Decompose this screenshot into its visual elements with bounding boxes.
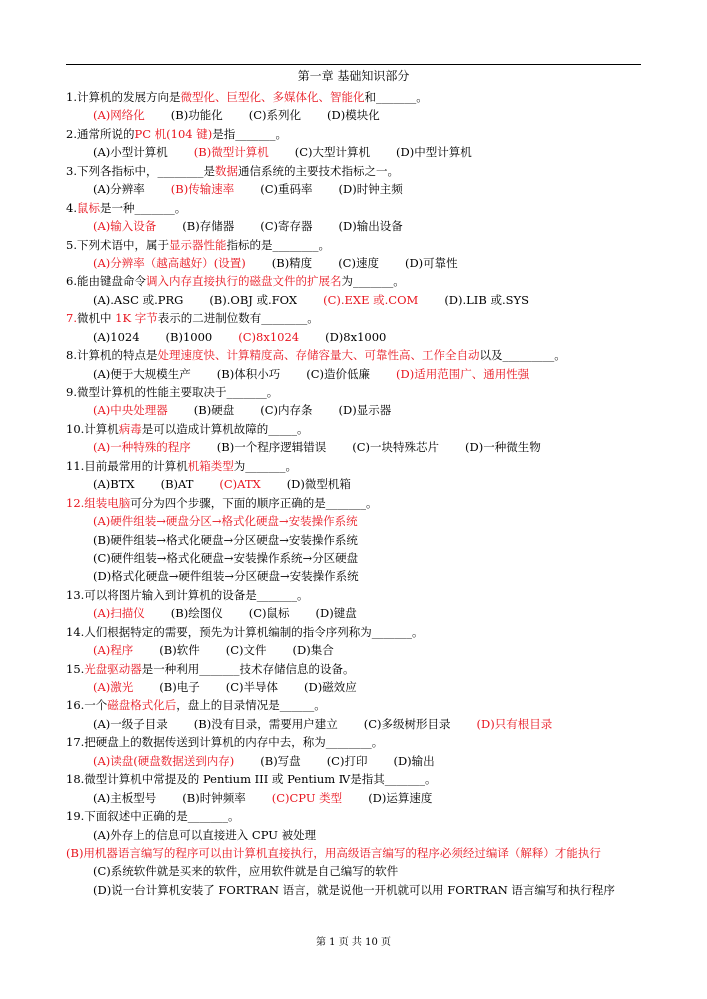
highlighted-text: 数据 xyxy=(214,163,238,178)
option-line xyxy=(66,826,646,844)
correct-option: (A)输入设备 xyxy=(93,219,157,234)
highlighted-text: 调入内存直接执行的磁盘文件的扩展名 xyxy=(145,274,342,289)
text-segment: 5.下列术语中，属于 xyxy=(66,237,169,252)
text-segment: 和_______。 xyxy=(364,90,428,104)
answer-option: (C)多级树形目录 xyxy=(363,716,451,731)
question-text xyxy=(66,623,646,641)
answer-option: (B)电子 xyxy=(159,680,200,694)
option-line xyxy=(66,881,646,899)
text-segment: 4. xyxy=(66,200,77,215)
highlighted-text: 12.组装电脑 xyxy=(66,495,131,510)
answer-option: (D)时钟主频 xyxy=(338,182,403,197)
question-text xyxy=(66,494,646,512)
text-segment: 为_______。 xyxy=(341,274,405,289)
answer-option: (B)时钟频率 xyxy=(182,790,246,805)
text-segment: (B)硬件组装→格式化硬盘→分区硬盘→安装操作系统 xyxy=(93,532,358,547)
question-list xyxy=(66,88,646,899)
text-segment: 以及_________。 xyxy=(479,348,566,363)
text-segment: 表示的二进制位数有________。 xyxy=(157,311,319,326)
question-text xyxy=(66,162,646,180)
answer-option: (D)中型计算机 xyxy=(396,145,472,160)
answer-option: (C)造价低廉 xyxy=(306,366,370,381)
text-segment: 19.下面叙述中正确的是_______。 xyxy=(66,809,240,824)
correct-option: (A)激光 xyxy=(93,680,134,694)
text-segment: 是一种利用_______技术存储信息的设备。 xyxy=(141,661,355,676)
answer-option: (C)内存条 xyxy=(260,403,313,418)
question-text xyxy=(66,457,646,475)
text-segment: 18.微型计算机中常提及的 Pentium III 或 Pentium Ⅳ是指其_______。 xyxy=(66,772,437,787)
option-line xyxy=(66,549,646,567)
text-segment: 11.目前最常用的计算机 xyxy=(66,458,188,473)
correct-option: (A)一种特殊的程序 xyxy=(93,440,191,455)
answer-option: (C)重码率 xyxy=(260,182,313,197)
text-segment: 是指_______。 xyxy=(212,126,288,141)
option-line xyxy=(66,567,646,585)
answer-options xyxy=(66,143,646,161)
answer-option: (D)显示器 xyxy=(338,403,392,418)
text-segment: 2.通常所说的 xyxy=(66,126,135,141)
answer-option: (C)文件 xyxy=(225,643,267,658)
answer-option: (D)磁效应 xyxy=(304,680,357,694)
text-segment: (C)硬件组装→格式化硬盘→安装操作系统→分区硬盘 xyxy=(93,550,359,565)
answer-options xyxy=(66,475,646,493)
correct-option: (A)扫描仪 xyxy=(93,606,145,621)
option-line xyxy=(66,512,646,530)
answer-option: (B)功能化 xyxy=(170,108,223,123)
answer-option: (A)BTX xyxy=(93,477,135,492)
highlighted-text: (B)用机器语言编写的程序可以由计算机直接执行，用高级语言编写的程序必须经过编译（解释）才能执行 xyxy=(66,845,601,860)
highlighted-text: 鼠标 xyxy=(76,200,100,215)
correct-option: (D)适用范围广、通用性强 xyxy=(396,366,530,381)
answer-options xyxy=(66,789,646,807)
answer-option: (D)集合 xyxy=(292,643,334,658)
answer-options xyxy=(66,438,646,456)
correct-option: (C)ATX xyxy=(219,477,261,492)
answer-option: (D).LIB 或.SYS xyxy=(444,292,529,307)
text-segment: 为_______。 xyxy=(233,458,298,473)
highlighted-text: 光盘驱动器 xyxy=(84,661,142,676)
answer-option: (C)大型计算机 xyxy=(294,145,370,160)
question-text xyxy=(66,383,646,401)
answer-option: (C)寄存器 xyxy=(260,219,313,234)
correct-option: (A)读盘(硬盘数据送到内存) xyxy=(93,753,235,768)
text-segment: ，盘上的目录情况是______。 xyxy=(176,698,326,713)
answer-option: (D)微型机箱 xyxy=(286,477,351,492)
text-segment: 15. xyxy=(66,661,85,676)
answer-option: (C)半导体 xyxy=(225,680,278,694)
correct-option: (A)程序 xyxy=(93,643,134,658)
question-text xyxy=(66,660,646,678)
highlighted-text: 处理速度快、计算精度高、存储容量大、可靠性高、工作全自动 xyxy=(157,348,480,363)
answer-options xyxy=(66,254,646,272)
correct-option: (C)CPU 类型 xyxy=(271,790,343,805)
text-segment: (C)系统软件就是买来的软件，应用软件就是自己编写的软件 xyxy=(93,864,399,879)
answer-options xyxy=(66,328,646,346)
question-text xyxy=(66,309,646,327)
option-line xyxy=(66,862,646,880)
answer-options xyxy=(66,401,646,419)
answer-option: (A)便于大规模生产 xyxy=(93,366,191,381)
answer-options xyxy=(66,180,646,198)
text-segment: 6.能由键盘命令 xyxy=(66,274,146,289)
question-text xyxy=(66,770,646,788)
text-segment: (D)格式化硬盘→硬件组装→分区硬盘→安装操作系统 xyxy=(93,569,359,584)
highlighted-text: 机箱类型 xyxy=(187,458,234,473)
question-text xyxy=(66,586,646,604)
answer-option: (D)键盘 xyxy=(315,606,357,621)
answer-option: (C)打印 xyxy=(326,753,368,768)
answer-options xyxy=(66,641,646,659)
answer-option: (C)鼠标 xyxy=(248,606,290,621)
answer-option: (B)绘图仪 xyxy=(170,606,223,621)
answer-option: (B)硬盘 xyxy=(193,403,235,418)
highlighted-text: PC 机(104 键) xyxy=(134,126,213,141)
question-text xyxy=(66,199,646,217)
text-segment: 17.把硬盘上的数据传送到计算机的内存中去，称为________。 xyxy=(66,735,384,750)
option-line xyxy=(66,844,646,862)
answer-option: (C)系列化 xyxy=(248,108,301,123)
question-text xyxy=(66,125,646,143)
answer-option: (B)体积小巧 xyxy=(216,366,281,381)
correct-option: (A)中央处理器 xyxy=(93,403,168,418)
highlighted-text: 病毒 xyxy=(118,421,142,436)
page-title: 第一章 基础知识部分 xyxy=(297,69,410,83)
text-segment: 是可以造成计算机故障的_____。 xyxy=(141,421,309,436)
answer-option: (A)1024 xyxy=(93,329,140,344)
question-text xyxy=(66,346,646,364)
question-text xyxy=(66,733,646,751)
text-segment: 9.微型计算机的性能主要取决于_______。 xyxy=(66,385,279,399)
question-text xyxy=(66,807,646,825)
correct-option: (C).EXE 或.COM xyxy=(323,292,419,307)
question-text xyxy=(66,236,646,254)
highlighted-text: (A)硬件组装→硬盘分区→格式化硬盘→安装操作系统 xyxy=(93,514,358,529)
answer-options xyxy=(66,217,646,235)
answer-options xyxy=(66,752,646,770)
correct-option: (A)网络化 xyxy=(93,108,145,123)
answer-options xyxy=(66,291,646,309)
question-text xyxy=(66,88,646,106)
question-text xyxy=(66,696,646,714)
answer-option: (D)一种微生物 xyxy=(465,440,541,455)
answer-option: (B)软件 xyxy=(159,643,200,658)
text-segment: 10.计算机 xyxy=(66,421,119,436)
answer-option: (A)小型计算机 xyxy=(93,145,168,160)
answer-options xyxy=(66,365,646,383)
text-segment: 13.可以将图片输入到计算机的设备是_______。 xyxy=(66,587,309,602)
answer-option: (D)模块化 xyxy=(327,108,380,123)
answer-option: (D)可靠性 xyxy=(404,255,458,270)
text-segment: 8.计算机的特点是 xyxy=(66,348,158,363)
answer-option: (D)输出设备 xyxy=(338,219,403,234)
text-segment: 可分为四个步骤，下面的顺序正确的是_______。 xyxy=(130,495,378,510)
text-segment: 微机中 xyxy=(76,311,116,326)
answer-options xyxy=(66,678,646,696)
highlighted-text: 磁盘格式化后 xyxy=(107,698,177,713)
answer-option: (B)存储器 xyxy=(182,219,235,234)
answer-option: (C)速度 xyxy=(338,255,379,270)
answer-option: (B)AT xyxy=(160,477,194,492)
answer-option: (A).ASC 或.PRG xyxy=(93,292,184,307)
question-text xyxy=(66,420,646,438)
answer-option: (D)运算速度 xyxy=(368,790,433,805)
highlighted-text: 微型化、巨型化、多媒体化、智能化 xyxy=(180,90,365,104)
answer-option: (B)精度 xyxy=(271,255,313,270)
answer-option: (B)1000 xyxy=(165,329,213,344)
page-footer: 第 1 页 共 10 页 xyxy=(316,937,391,948)
correct-option: (C)8x1024 xyxy=(238,329,300,344)
answer-option: (A)分辨率 xyxy=(93,182,145,197)
header-rule xyxy=(66,64,641,65)
correct-option: (A)分辨率（越高越好）(设置) xyxy=(93,255,246,270)
answer-option: (C)一块特殊芯片 xyxy=(352,440,439,455)
text-segment: 指标的是________。 xyxy=(226,237,330,252)
text-segment: 16.一个 xyxy=(66,698,108,713)
text-segment: 1.计算机的发展方向是 xyxy=(66,90,181,104)
highlighted-text: 1K 字节 xyxy=(115,311,158,326)
text-segment: (A)外存上的信息可以直接进入 CPU 被处理 xyxy=(93,827,317,842)
answer-options xyxy=(66,715,646,733)
answer-options xyxy=(66,106,646,124)
correct-option: (B)微型计算机 xyxy=(193,145,269,160)
correct-option: (D)只有根目录 xyxy=(476,716,553,731)
highlighted-text: 显示器性能 xyxy=(168,237,227,252)
answer-option: (A)主板型号 xyxy=(93,790,157,805)
answer-option: (B)没有目录，需要用户建立 xyxy=(193,716,338,731)
text-segment: 是一种_______。 xyxy=(99,200,187,215)
highlighted-text: 7. xyxy=(66,311,77,326)
correct-option: (B)传输速率 xyxy=(170,182,235,197)
answer-options xyxy=(66,604,646,622)
answer-option: (D)8x1000 xyxy=(325,329,387,344)
option-line xyxy=(66,531,646,549)
text-segment: (D)说一台计算机安装了 FORTRAN 语言，就是说他一开机就可以用 FORTRAN 语言编写和执行程序 xyxy=(93,882,615,897)
answer-option: (D)输出 xyxy=(393,753,435,768)
text-segment: 3.下列各指标中，________是 xyxy=(66,163,215,178)
answer-option: (B)写盘 xyxy=(260,753,301,768)
answer-option: (B)一个程序逻辑错误 xyxy=(216,440,327,455)
answer-option: (B).OBJ 或.FOX xyxy=(209,292,298,307)
answer-option: (A)一级子目录 xyxy=(93,716,168,731)
question-text xyxy=(66,272,646,290)
text-segment: 通信系统的主要技术指标之一。 xyxy=(237,163,399,178)
text-segment: 14.人们根据特定的需要，预先为计算机编制的指令序列称为_______。 xyxy=(66,624,424,639)
